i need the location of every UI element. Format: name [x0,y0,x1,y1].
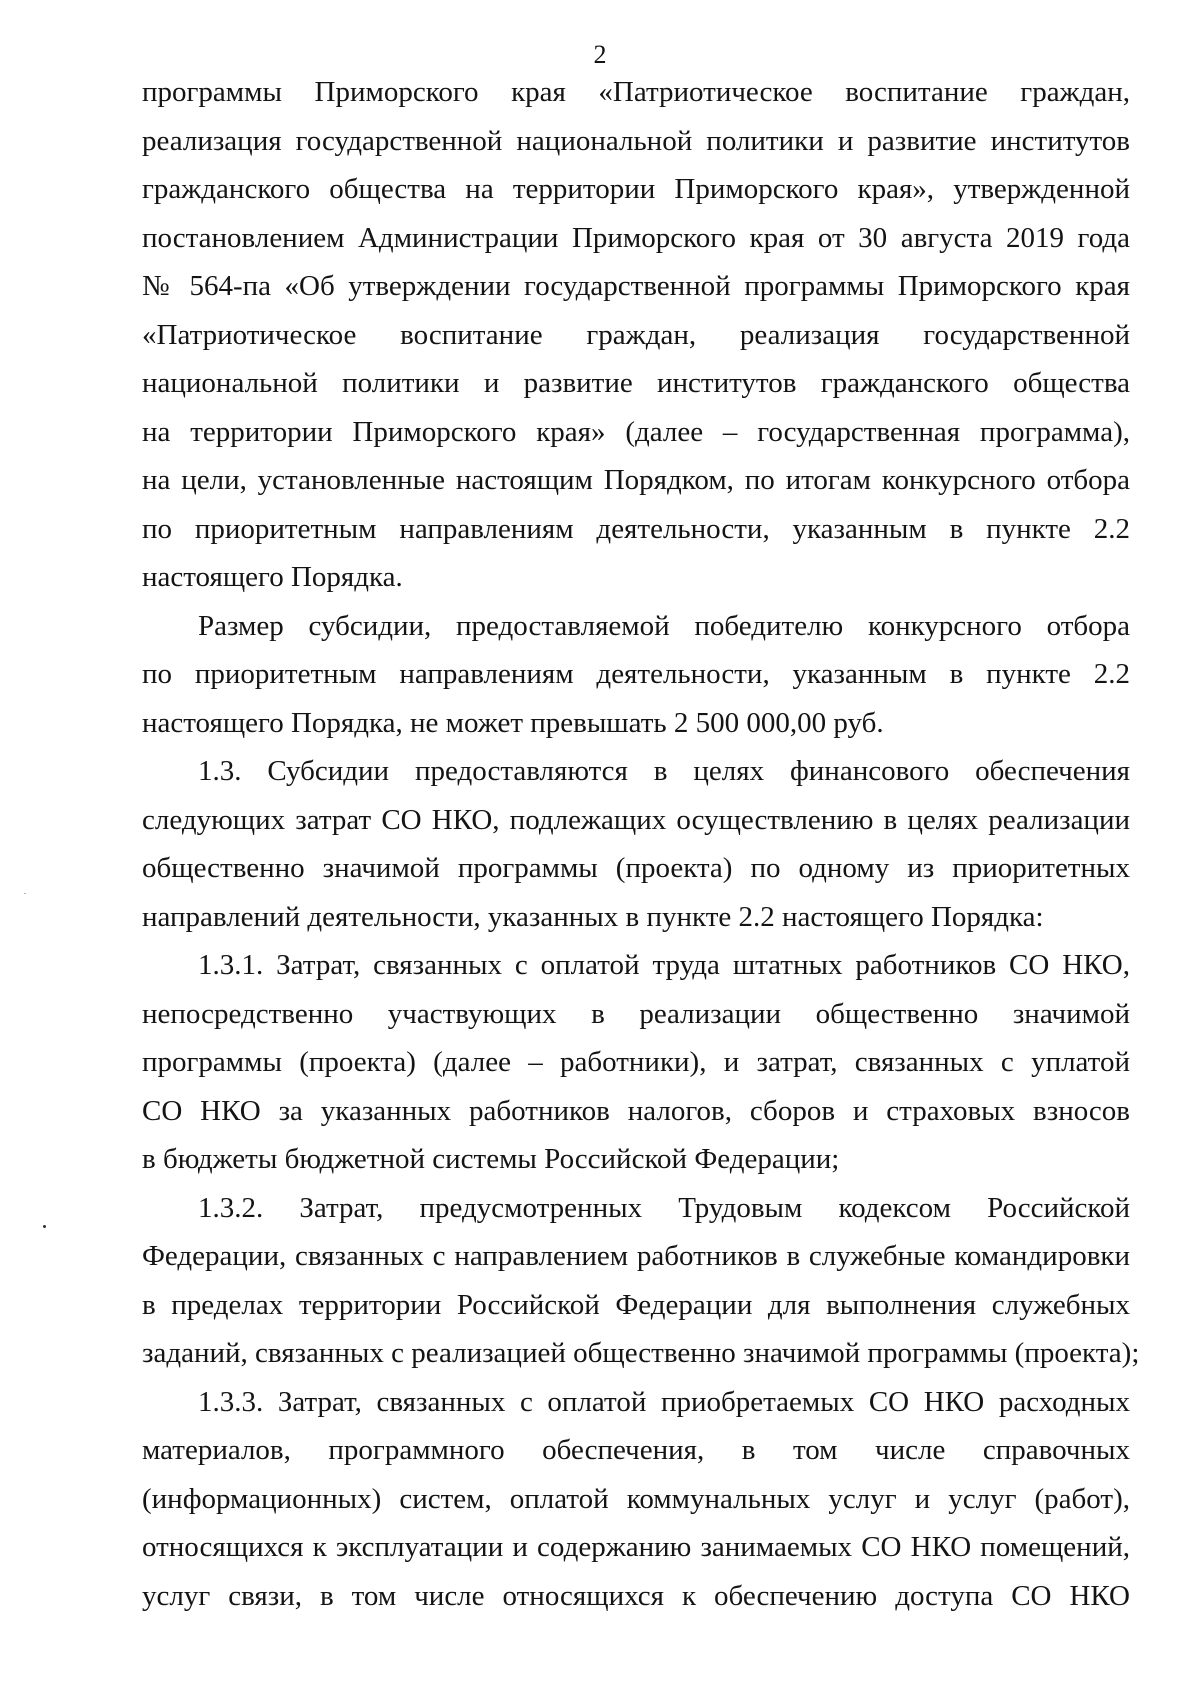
document-body [142,68,1140,1620]
text-line: реализация государственной национальной политики и развитие институтов [142,124,1130,157]
page-number: 2 [593,40,607,69]
text-line: относящихся к эксплуатации и содержанию занимаемых СО НКО помещений, [142,1531,1130,1563]
text-line: Размер субсидии, предоставляемой победителю конкурсного отбора [198,609,1130,642]
text-line: на цели, установленные настоящим Порядком, по итогам конкурсного отбора [142,464,1130,496]
paragraph [142,941,1130,1184]
text-line: общественно значимой программы (проекта) по одному из приоритетных [142,852,1130,884]
scan-speck [24,893,26,894]
text-line: 1.3.2. Затрат, предусмотренных Трудовым кодексом Российской [198,1191,1130,1224]
scan-speck [43,1225,46,1228]
text-line: 1.3. Субсидии предоставляются в целях финансового обеспечения [198,755,1130,787]
text-line: 1.3.3. Затрат, связанных с оплатой приобретаемых СО НКО расходных [198,1385,1130,1418]
text-line: (информационных) систем, оплатой коммунальных услуг и услуг (работ), [142,1482,1130,1515]
text-line: настоящего Порядка, не может превышать 2 500 000,00 руб. [142,706,884,739]
text-line: «Патриотическое воспитание граждан, реализация государственной [142,318,1130,351]
text-line: настоящего Порядка. [142,561,403,593]
text-line: 1.3.1. Затрат, связанных с оплатой труда штатных работников СО НКО, [198,949,1130,981]
text-line: заданий, связанных с реализацией общественно значимой программы (проекта); [142,1337,1140,1369]
text-line: непосредственно участвующих в реализации общественно значимой [142,997,1130,1030]
text-line: материалов, программного обеспечения, в том числе справочных [142,1434,1130,1466]
text-line: программы Приморского края «Патриотическое воспитание граждан, [142,76,1130,108]
text-line: следующих затрат СО НКО, подлежащих осуществлению в целях реализации [142,803,1130,836]
text-line: в пределах территории Российской Федерации для выполнения служебных [142,1288,1130,1321]
text-line: гражданского общества на территории Приморского края», утвержденной [142,173,1130,205]
paragraph [142,1184,1140,1378]
text-line: в бюджеты бюджетной системы Российской Федерации; [142,1143,840,1175]
text-line: программы (проекта) (далее – работники), и затрат, связанных с уплатой [142,1046,1130,1078]
paragraph [142,747,1130,941]
text-line: постановлением Администрации Приморского края от 30 августа 2019 года [142,221,1130,254]
text-line: услуг связи, в том числе относящихся к обеспечению доступа СО НКО [142,1579,1130,1612]
text-line: национальной политики и развитие институтов гражданского общества [142,367,1130,399]
paragraph [142,1378,1130,1621]
text-line: по приоритетным направлениям деятельности, указанным в пункте 2.2 [142,512,1130,545]
text-line: направлений деятельности, указанных в пункте 2.2 настоящего Порядка: [142,900,1044,933]
paragraph [142,602,1130,748]
text-line: СО НКО за указанных работников налогов, сборов и страховых взносов [142,1094,1130,1127]
text-line: по приоритетным направлениям деятельности, указанным в пункте 2.2 [142,658,1130,690]
text-line: № 564-па «Об утверждении государственной программы Приморского края [142,270,1130,302]
text-line: на территории Приморского края» (далее – государственная программа), [142,415,1130,448]
text-line: Федерации, связанных с направлением работников в служебные командировки [142,1240,1130,1272]
paragraph [142,68,1130,602]
